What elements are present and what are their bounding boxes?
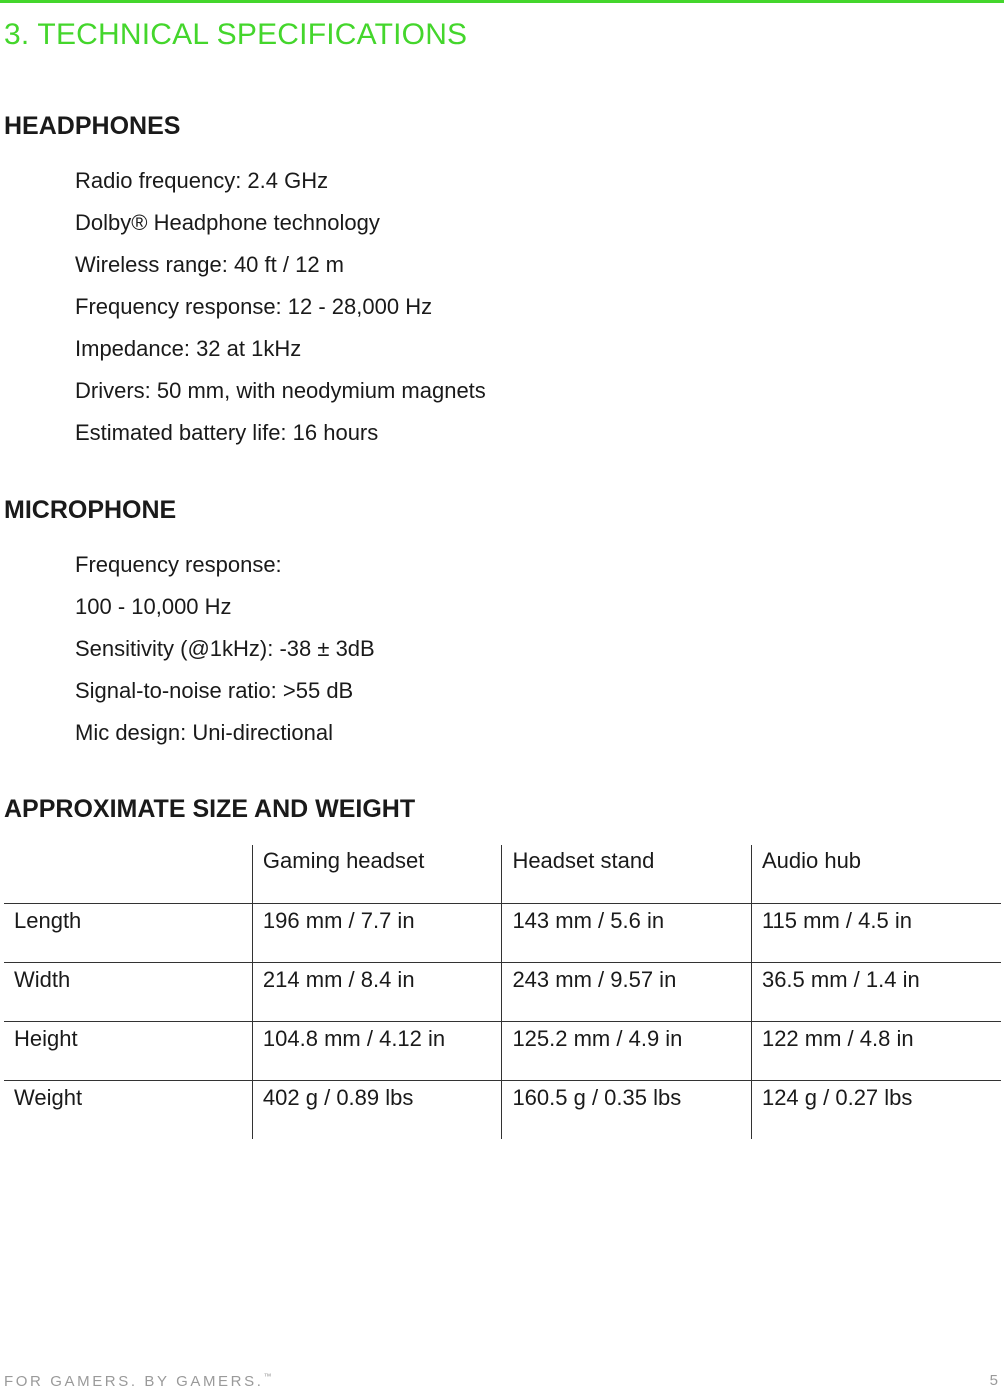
top-accent-rule: [0, 0, 1004, 3]
list-item: Drivers: 50 mm, with neodymium magnets: [75, 378, 486, 403]
size-weight-heading: APPROXIMATE SIZE AND WEIGHT: [4, 795, 416, 823]
table-row: [4, 1021, 1001, 1080]
table-cell: 402 g / 0.89 lbs: [252, 1080, 502, 1139]
table-cell: 143 mm / 5.6 in: [502, 903, 752, 962]
table-header-cell: Audio hub: [751, 845, 1001, 903]
list-item: Impedance: 32 at 1kHz: [75, 336, 302, 361]
table-cell: 196 mm / 7.7 in: [252, 903, 502, 962]
table-cell: 124 g / 0.27 lbs: [751, 1080, 1001, 1139]
table-cell: 160.5 g / 0.35 lbs: [502, 1080, 752, 1139]
list-item: Frequency response:: [75, 552, 282, 577]
table-cell: 125.2 mm / 4.9 in: [502, 1021, 752, 1080]
table-header-cell: Headset stand: [502, 845, 752, 903]
table-row: [4, 962, 1001, 1021]
list-item: Frequency response: 12 - 28,000 Hz: [75, 294, 433, 319]
table-cell: 104.8 mm / 4.12 in: [252, 1021, 502, 1080]
table-header-row: [4, 845, 1001, 903]
list-item: Estimated battery life: 16 hours: [75, 420, 379, 445]
section-title: 3. TECHNICAL SPECIFICATIONS: [4, 18, 468, 51]
row-label-cell: Length: [4, 903, 252, 962]
table-header-cell: Gaming headset: [252, 845, 502, 903]
size-weight-table: [4, 845, 1001, 1139]
table-cell: 36.5 mm / 1.4 in: [751, 962, 1001, 1021]
table-cell: 115 mm / 4.5 in: [751, 903, 1001, 962]
microphone-heading: MICROPHONE: [4, 496, 177, 524]
table-row: [4, 1080, 1001, 1139]
table-row: [4, 903, 1001, 962]
row-label-cell: Height: [4, 1021, 252, 1080]
table-cell: 243 mm / 9.57 in: [502, 962, 752, 1021]
list-item: Dolby® Headphone technology: [75, 210, 380, 235]
table-cell: 122 mm / 4.8 in: [751, 1021, 1001, 1080]
headphones-heading: HEADPHONES: [4, 112, 181, 140]
table-header-cell: [4, 845, 252, 903]
table-cell: 214 mm / 8.4 in: [252, 962, 502, 1021]
footer-tagline-text: FOR GAMERS. BY GAMERS.: [4, 1373, 264, 1390]
list-item: Mic design: Uni-directional: [75, 720, 333, 745]
row-label-cell: Weight: [4, 1080, 252, 1139]
row-label-cell: Width: [4, 962, 252, 1021]
list-item: Radio frequency: 2.4 GHz: [75, 168, 329, 193]
list-item: Sensitivity (@1kHz): -38 ± 3dB: [75, 636, 375, 661]
list-item: 100 - 10,000 Hz: [75, 594, 232, 619]
trademark-symbol: ™: [263, 1372, 272, 1381]
footer-tagline: [4, 1372, 271, 1390]
list-item: Wireless range: 40 ft / 12 m: [75, 252, 344, 277]
headphones-spec-list: [75, 160, 486, 454]
microphone-spec-list: [75, 544, 375, 754]
list-item: Signal-to-noise ratio: >55 dB: [75, 678, 354, 703]
page-number: 5: [989, 1372, 998, 1389]
